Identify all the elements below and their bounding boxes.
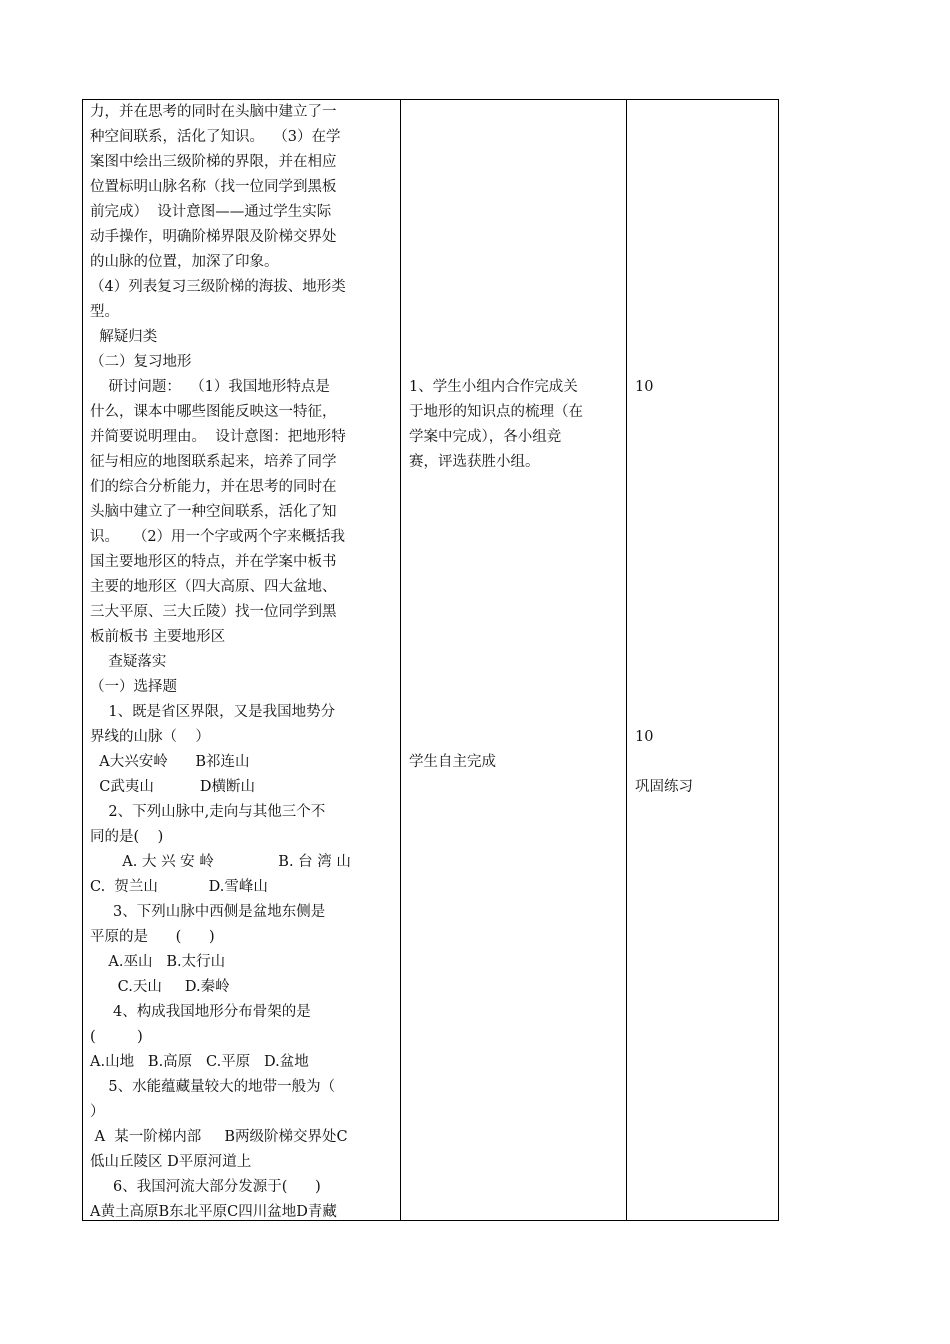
content-line: 4、构成我国地形分布骨架的是 (90, 1004, 311, 1020)
activity-line: 学生自主完成 (409, 754, 496, 770)
column-divider-2 (626, 100, 627, 1220)
content-line: A黄土高原B东北平原C四川盆地D青藏 (90, 1204, 337, 1220)
content-line: 主要的地形区（四大高原、四大盆地、 (90, 579, 337, 595)
content-line: 解疑归类 (90, 329, 158, 345)
content-line: 型。 (90, 304, 119, 320)
content-line: C武夷山 D横断山 (90, 779, 256, 795)
content-line: 们的综合分析能力，并在思考的同时在 (90, 479, 337, 495)
content-line: 国主要地形区的特点，并在学案中板书 (90, 554, 337, 570)
activity-block-1 (409, 375, 619, 475)
content-line: 6、我国河流大部分发源于( ) (90, 1179, 321, 1195)
content-line: C. 贺兰山 D.雪峰山 (90, 879, 268, 895)
activity-line: 学案中完成），各小组竞 (409, 429, 562, 445)
activity-line: 赛，评选获胜小组。 (409, 454, 540, 470)
time-value-2: 10 (635, 729, 654, 745)
content-line: 案图中绘出三级阶梯的界限，并在相应 (90, 154, 337, 170)
content-line: 查疑落实 (90, 654, 167, 670)
content-line: A 某一阶梯内部 B两级阶梯交界处C (90, 1129, 348, 1145)
content-line: 同的是( ) (90, 829, 164, 845)
column-divider-1 (400, 100, 401, 1220)
content-line: 力，并在思考的同时在头脑中建立了一 (90, 104, 337, 120)
content-line: 平原的是 ( ) (90, 929, 215, 945)
teaching-content-column (90, 100, 394, 1225)
content-line: （一）选择题 (90, 679, 177, 695)
content-line: 征与相应的地图联系起来，培养了同学 (90, 454, 337, 470)
activity-line: 1、学生小组内合作完成关 (409, 379, 578, 395)
content-line: 种空间联系，活化了知识。 （3）在学 (90, 129, 341, 145)
content-line: ） (90, 1104, 105, 1120)
content-line: 头脑中建立了一种空间联系，活化了知 (90, 504, 337, 520)
content-line: 什么，课本中哪些图能反映这一特征， (90, 404, 337, 420)
content-line: 低山丘陵区 D平原河道上 (90, 1154, 252, 1170)
teaching-content-text (90, 100, 394, 1225)
content-line: 界线的山脉（ ） (90, 729, 210, 745)
content-line: 1、既是省区界限，又是我国地势分 (90, 704, 336, 720)
content-line: 前完成） 设计意图——通过学生实际 (90, 204, 332, 220)
content-line: 研讨问题： （1）我国地形特点是 (90, 379, 330, 395)
content-line: A. 大 兴 安 岭 B. 台 湾 山 (90, 854, 351, 870)
content-line: （4）列表复习三级阶梯的海拔、地形类 (90, 279, 346, 295)
content-line: 并简要说明理由。 设计意图：把地形特 (90, 429, 346, 445)
practice-note: 巩固练习 (635, 779, 693, 795)
content-line: C.天山 D.秦岭 (90, 979, 230, 995)
content-line: 三大平原、三大丘陵）找一位同学到黑 (90, 604, 337, 620)
content-line: 动手操作，明确阶梯界限及阶梯交界处 (90, 229, 337, 245)
content-line: （二）复习地形 (90, 354, 192, 370)
content-line: 板前板书 主要地形区 (90, 629, 226, 645)
time-value-1: 10 (635, 379, 654, 395)
content-line: ( ) (90, 1029, 143, 1045)
content-line: 位置标明山脉名称（找一位同学到黑板 (90, 179, 337, 195)
content-line: 3、下列山脉中西侧是盆地东侧是 (90, 904, 326, 920)
content-line: 识。 （2）用一个字或两个字来概括我 (90, 529, 346, 545)
activity-line: 于地形的知识点的梳理（在 (409, 404, 583, 420)
content-line: A.巫山 B.太行山 (90, 954, 226, 970)
content-line: 的山脉的位置，加深了印象。 (90, 254, 279, 270)
content-line: 2、下列山脉中,走向与其他三个不 (90, 804, 326, 820)
content-line: 5、水能蕴藏量较大的地带一般为（ (90, 1079, 336, 1095)
content-line: A大兴安岭 B祁连山 (90, 754, 250, 770)
content-line: A.山地 B.高原 C.平原 D.盆地 (90, 1054, 309, 1070)
lesson-table (82, 99, 779, 1221)
activity-block-2 (409, 750, 619, 775)
